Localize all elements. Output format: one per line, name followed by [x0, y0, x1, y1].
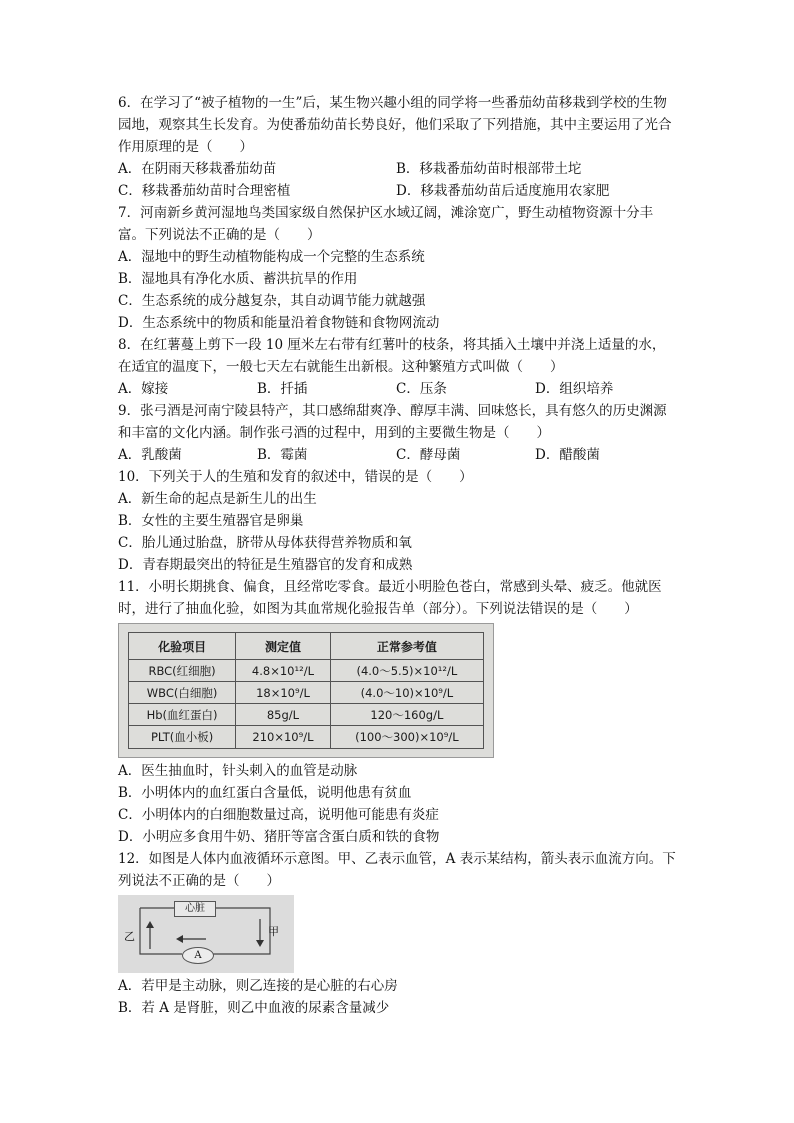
q12-option-a[interactable]: A．若甲是主动脉，则乙连接的是心脏的右心房: [118, 978, 398, 994]
q10-option-b[interactable]: B．女性的主要生殖器官是卵巢: [118, 513, 304, 529]
q8-stem: 8．在红薯蔓上剪下一段 10 厘米左右带有红薯叶的枝条，将其插入土壤中并浇上适量的水，在适宜的温度下，一般七天左右就能生出新根。这种繁殖方式叫做（ ）: [118, 337, 666, 375]
q9-options: [118, 444, 678, 466]
vessel-label-jia: 甲: [268, 925, 279, 938]
q7-option-c[interactable]: C．生态系统的成分越复杂，其自动调节能力就越强: [118, 293, 426, 309]
blood-test-report-image: [118, 623, 494, 758]
heart-box: 心脏: [174, 901, 216, 917]
q6-option-a[interactable]: A．在阴雨天移栽番茄幼苗: [118, 161, 277, 177]
q8-option-a[interactable]: A．嫁接: [118, 381, 169, 397]
table-header-cell: 正常参考值: [330, 633, 483, 660]
q9-option-b[interactable]: B．霉菌: [257, 447, 308, 463]
q9-stem: 9．张弓酒是河南宁陵县特产，其口感绵甜爽净、醇厚丰满、回味悠长，具有悠久的历史渊源和丰富的文化内涵。制作张弓酒的过程中，用到的主要微生物是（ ）: [118, 403, 667, 441]
table-cell: 85g/L: [236, 704, 331, 726]
table-cell: 4.8×10¹²/L: [236, 660, 331, 682]
table-cell: WBC(白细胞): [129, 682, 236, 704]
q6-option-d[interactable]: D．移栽番茄幼苗后适度施用农家肥: [396, 183, 610, 199]
q7-option-b[interactable]: B．湿地具有净化水质、蓄洪抗旱的作用: [118, 271, 358, 287]
table-row: [129, 682, 484, 704]
circulation-diagram: [118, 895, 294, 973]
q9-option-a[interactable]: A．乳酸菌: [118, 447, 182, 463]
table-cell: RBC(红细胞): [129, 660, 236, 682]
exam-page: [118, 92, 678, 1019]
q12-option-b[interactable]: B．若 A 是肾脏，则乙中血液的尿素含量减少: [118, 1000, 390, 1016]
q9-option-d[interactable]: D．醋酸菌: [535, 447, 600, 463]
table-row: [129, 660, 484, 682]
q9-option-c[interactable]: C．酵母菌: [396, 447, 461, 463]
q8-option-d[interactable]: D．组织培养: [535, 381, 614, 397]
q11-option-a[interactable]: A．医生抽血时，针头刺入的血管是动脉: [118, 763, 358, 779]
table-cell: 18×10⁹/L: [236, 682, 331, 704]
table-cell: PLT(血小板): [129, 726, 236, 749]
q8-options: [118, 378, 678, 400]
table-cell: 120～160g/L: [330, 704, 483, 726]
q10-option-c[interactable]: C．胎儿通过胎盘，脐带从母体获得营养物质和氧: [118, 535, 412, 551]
q12-stem: 12．如图是人体内血液循环示意图。甲、乙表示血管，A 表示某结构，箭头表示血流方向。下列说法不正确的是（ ）: [118, 851, 676, 889]
table-row: [129, 704, 484, 726]
vessel-label-yi: 乙: [124, 930, 135, 943]
q6-option-c[interactable]: C．移栽番茄幼苗时合理密植: [118, 183, 291, 199]
q8-option-c[interactable]: C．压条: [396, 381, 447, 397]
q7-option-d[interactable]: D．生态系统中的物质和能量沿着食物链和食物网流动: [118, 315, 440, 331]
q6-stem: 6．在学习了“被子植物的一生”后，某生物兴趣小组的同学将一些番茄幼苗移栽到学校的生物园地，观察其生长发育。为使番茄幼苗长势良好，他们采取了下列措施，其中主要运用了光合作用原理的是（ ）: [118, 95, 672, 155]
q7-option-a[interactable]: A．湿地中的野生动植物能构成一个完整的生态系统: [118, 249, 425, 265]
table-header-cell: 化验项目: [129, 633, 236, 660]
q11-option-b[interactable]: B．小明体内的血红蛋白含量低，说明他患有贫血: [118, 785, 412, 801]
table-cell: 210×10⁹/L: [236, 726, 331, 749]
q6-options-row1: [118, 158, 678, 180]
q11-option-c[interactable]: C．小明体内的白细胞数量过高，说明他可能患有炎症: [118, 807, 439, 823]
q6-options-row2: [118, 180, 678, 202]
q6-option-b[interactable]: B．移栽番茄幼苗时根部带土坨: [396, 161, 582, 177]
q8-option-b[interactable]: B．扦插: [257, 381, 308, 397]
q10-option-a[interactable]: A．新生命的起点是新生儿的出生: [118, 491, 317, 507]
table-cell: (100～300)×10⁹/L: [330, 726, 483, 749]
q11-stem: 11．小明长期挑食、偏食，且经常吃零食。最近小明脸色苍白，常感到头晕、疲乏。他就医时，进行了抽血化验，如图为其血常规化验报告单（部分）。下列说法错误的是（ ）: [118, 579, 662, 617]
table-header-cell: 测定值: [236, 633, 331, 660]
q11-option-d[interactable]: D．小明应多食用牛奶、猪肝等富含蛋白质和铁的食物: [118, 829, 440, 845]
table-cell: Hb(血红蛋白): [129, 704, 236, 726]
table-cell: (4.0～5.5)×10¹²/L: [330, 660, 483, 682]
q7-stem: 7．河南新乡黄河湿地鸟类国家级自然保护区水域辽阔，滩涂宽广，野生动植物资源十分丰富。下列说法不正确的是（ ）: [118, 205, 654, 243]
table-header-row: [129, 633, 484, 660]
table-cell: (4.0～10)×10⁹/L: [330, 682, 483, 704]
q10-option-d[interactable]: D．青春期最突出的特征是生殖器官的发育和成熟: [118, 557, 413, 573]
structure-a: A: [182, 947, 214, 964]
table-row: [129, 726, 484, 749]
blood-test-table: [128, 632, 484, 749]
q10-stem: 10．下列关于人的生殖和发育的叙述中，错误的是（ ）: [118, 469, 473, 485]
